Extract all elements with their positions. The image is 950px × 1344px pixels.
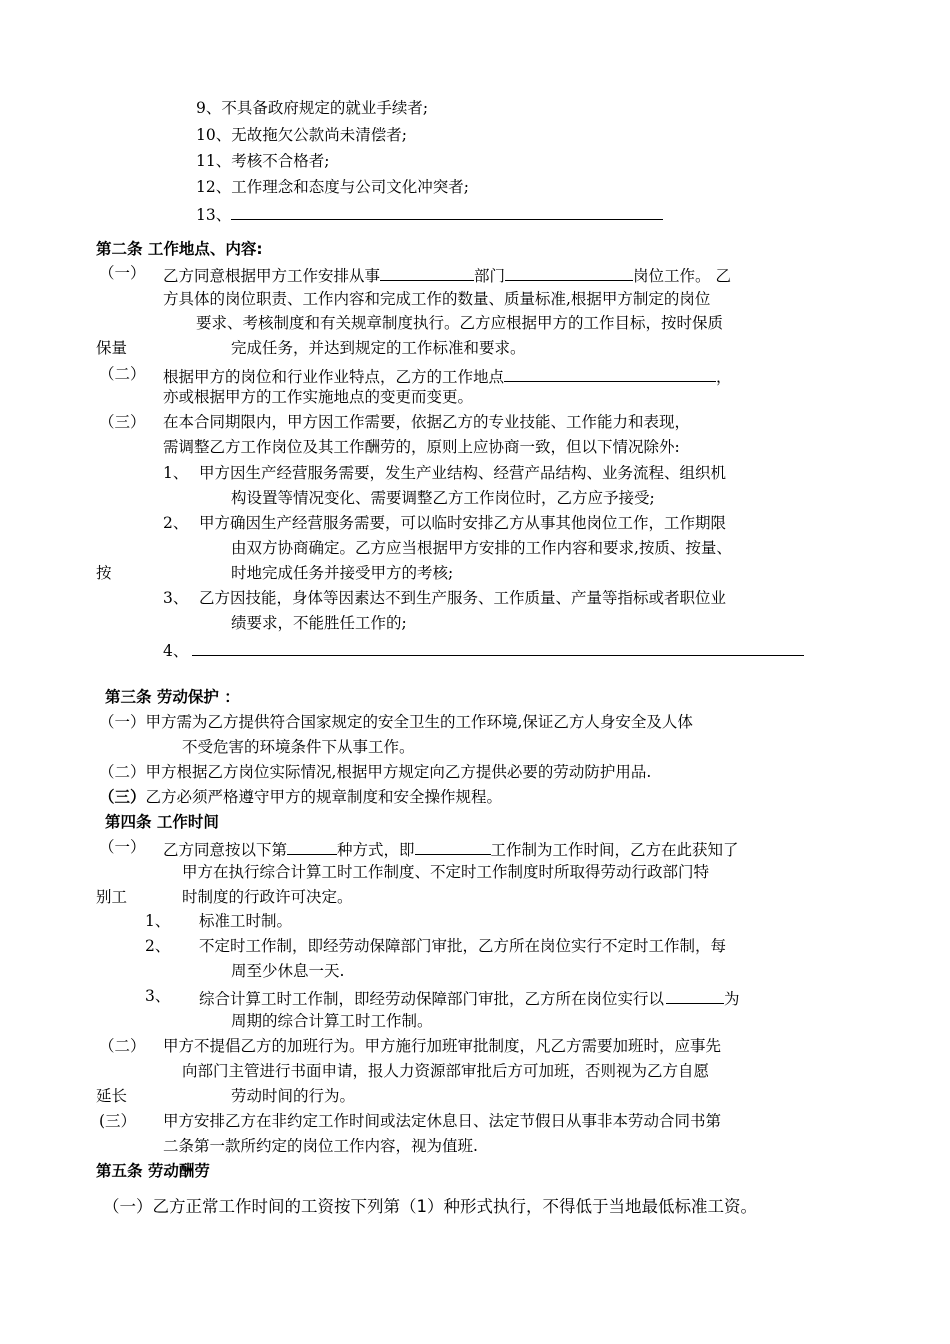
clause-number: （三） (99, 788, 146, 806)
clause-text: 工作制为工作时间，乙方在此获知了 (490, 841, 739, 859)
fill-blank (380, 266, 474, 281)
clause-line: 劳动时间的行为。 (231, 1087, 356, 1105)
clause-line: 要求、考核制度和有关规章制度执行。乙方应根据甲方的工作目标，按时保质 (196, 314, 724, 332)
clause-text: 为 (724, 990, 740, 1008)
clause-line (163, 266, 731, 285)
fill-blank (505, 266, 633, 281)
clause-line: （二）甲方根据乙方岗位实际情况,根据甲方规定向乙方提供必要的劳动防护用品. (99, 763, 652, 781)
sub-item-number: 3、 (145, 987, 171, 1005)
clause-line (163, 367, 732, 386)
sub-item-text: 时地完成任务并接受甲方的考核; (231, 564, 454, 582)
clause-fragment: 按 (96, 564, 112, 582)
clause-text: 乙方必须严格遵守甲方的规章制度和安全操作规程。 (145, 788, 503, 806)
list-item-label: 13、 (196, 206, 232, 224)
sub-item-number: 3、 (163, 589, 189, 607)
clause-line: 需调整乙方工作岗位及其工作酬劳的，原则上应协商一致，但以下情况除外: (163, 438, 680, 456)
clause-line: 在本合同期限内，甲方因工作需要，依据乙方的专业技能、工作能力和表现， (163, 413, 691, 431)
clause-fragment: 保量 (96, 339, 128, 357)
fill-blank (287, 840, 337, 855)
clause-line (99, 790, 502, 806)
clause-line: 甲方安排乙方在非约定工作时间或法定休息日、法定节假日从事非本劳动合同书第 (163, 1112, 722, 1130)
clause-number: (三） (99, 1112, 137, 1130)
clause-text: 乙方同意根据甲方工作安排从事 (163, 267, 381, 285)
clause-line: 甲方在执行综合计算工时工作制度、不定时工作制度时所取得劳动行政部门特 (182, 863, 710, 881)
clause-line: 不受危害的环境条件下从事工作。 (182, 738, 415, 756)
clause-fragment: 别工 (96, 888, 128, 906)
list-item: 10、无故拖欠公款尚未清偿者; (196, 126, 407, 144)
clause-line: 向部门主管进行书面申请，报人力资源部审批后方可加班，否则视为乙方自愿 (182, 1062, 710, 1080)
sub-item-text: 周至少休息一天. (231, 962, 345, 980)
sub-item-text (199, 989, 740, 1008)
clause-text: 乙方同意按以下第 (163, 841, 288, 859)
clause-fragment: 延长 (96, 1087, 128, 1105)
sub-item-text: 周期的综合计算工时工作制。 (231, 1012, 433, 1030)
fill-blank (231, 205, 663, 220)
article-5-title: 第五条 劳动酬劳 (96, 1162, 210, 1180)
article-3-title: 第三条 劳动保护 ： (105, 688, 240, 706)
clause-number: （一） (99, 264, 146, 282)
list-item: 12、工作理念和态度与公司文化冲突者; (196, 178, 469, 196)
list-item: 11、考核不合格者; (196, 152, 330, 170)
fill-blank (415, 840, 491, 855)
clause-number: （三） (99, 413, 146, 431)
clause-text: 根据甲方的岗位和行业作业特点，乙方的工作地点 (163, 368, 505, 386)
sub-item-text: 不定时工作制，即经劳动保障部门审批，乙方所在岗位实行不定时工作制，每 (199, 937, 727, 955)
clause-number: （二） (99, 1037, 146, 1055)
clause-text: ， (716, 368, 732, 386)
article-2-title: 第二条 工作地点、内容: (96, 240, 263, 258)
sub-item-number: 1、 (145, 912, 171, 930)
sub-item-text: 由双方协商确定。乙方应当根据甲方安排的工作内容和要求,按质、按量、 (231, 539, 732, 557)
sub-item-number: 4、 (163, 642, 189, 660)
clause-text: 部门 (474, 267, 506, 285)
clause-line: 亦或根据甲方的工作实施地点的变更而变更。 (163, 388, 474, 406)
clause-number: （一） (99, 838, 146, 856)
sub-item-text: 甲方确因生产经营服务需要，可以临时安排乙方从事其他岗位工作，工作期限 (199, 514, 727, 532)
sub-item-text: 构设置等情况变化、需要调整乙方工作岗位时，乙方应予接受; (231, 489, 655, 507)
list-item (196, 205, 663, 224)
fill-blank (666, 989, 724, 1004)
clause-number: （二） (99, 365, 146, 383)
sub-item-text: 甲方因生产经营服务需要，发生产业结构、经营产品结构、业务流程、组织机 (199, 464, 727, 482)
clause-line: 二条第一款所约定的岗位工作内容，视为值班. (163, 1137, 478, 1155)
sub-item-number: 2、 (163, 514, 189, 532)
fill-blank (504, 367, 716, 382)
clause-line: 甲方不提倡乙方的加班行为。甲方施行加班审批制度，凡乙方需要加班时，应事先 (163, 1037, 722, 1055)
article-4-title: 第四条 工作时间 (105, 813, 219, 831)
clause-text: 岗位工作。 乙 (633, 267, 731, 285)
clause-line: 时制度的行政许可决定。 (182, 888, 353, 906)
list-item: 9、不具备政府规定的就业手续者; (196, 99, 429, 117)
sub-item-text: 乙方因技能，身体等因素达不到生产服务、工作质量、产量等指标或者职位业 (199, 589, 727, 607)
sub-item-text: 标准工时制。 (199, 912, 293, 930)
sub-item-number: 1、 (163, 464, 189, 482)
sub-item-line (163, 641, 804, 660)
clause-text: 综合计算工时工作制，即经劳动保障部门审批，乙方所在岗位实行以 (199, 990, 665, 1008)
clause-line: （一）乙方正常工作时间的工资按下列第（1）种形式执行，不得低于当地最低标准工资。 (103, 1197, 757, 1216)
clause-line: 完成任务，并达到规定的工作标准和要求。 (231, 339, 526, 357)
fill-blank (192, 641, 804, 656)
clause-line: 方具体的岗位职责、工作内容和完成工作的数量、质量标准,根据甲方制定的岗位 (163, 290, 711, 308)
sub-item-number: 2、 (145, 937, 171, 955)
clause-line: （一）甲方需为乙方提供符合国家规定的安全卫生的工作环境,保证乙方人身安全及人体 (99, 713, 693, 731)
clause-line (163, 840, 739, 859)
clause-text: 种方式，即 (337, 841, 415, 859)
sub-item-text: 绩要求，不能胜任工作的; (231, 614, 407, 632)
